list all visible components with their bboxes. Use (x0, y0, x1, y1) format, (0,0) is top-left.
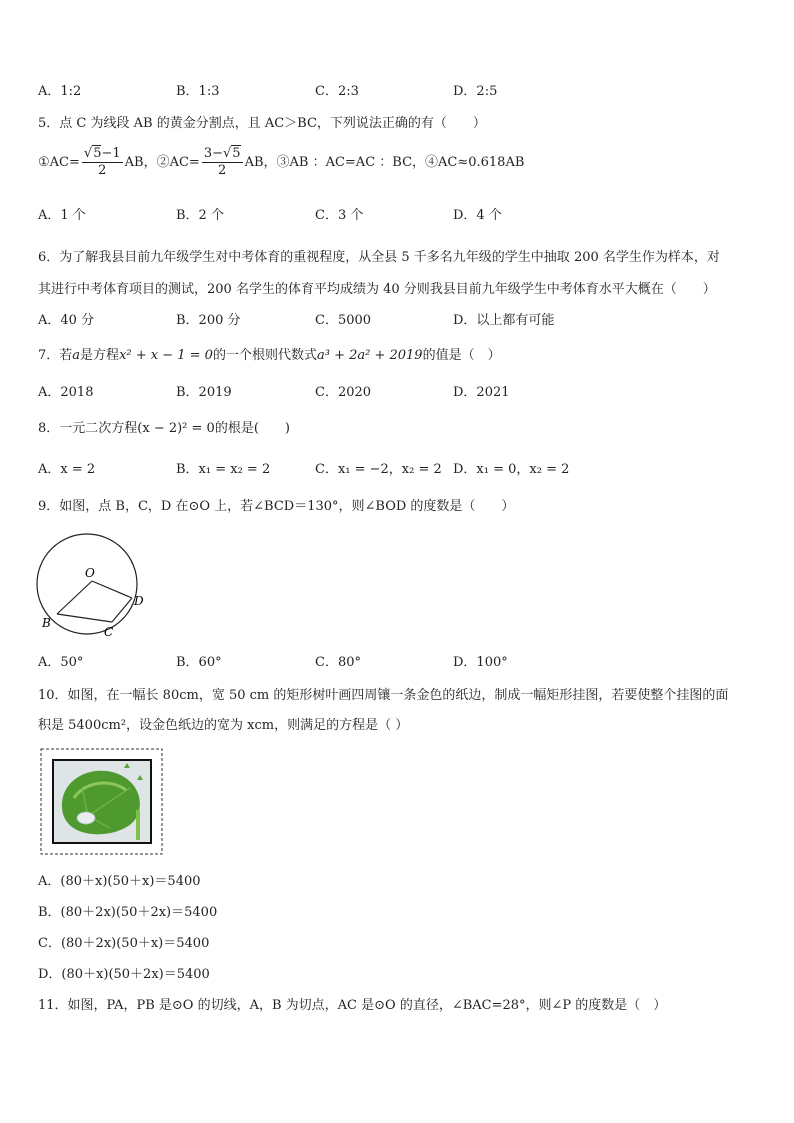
q5-s1-suffix: AB，②AC= (124, 155, 200, 170)
q4-option-a: A．1:2 (38, 84, 82, 99)
q9-segment-bc (57, 614, 112, 622)
q9-label-d: D (134, 594, 144, 608)
q10-option-a: A．(80＋x)(50＋x)＝5400 (38, 874, 201, 889)
q5-f1-radicand: 5 (93, 146, 102, 161)
q5-option-d: D．4 个 (453, 208, 502, 223)
q10-stem-line1: 10．如图，在一幅长 80cm，宽 50 cm 的矩形树叶画四周镶一条金色的纸边，制成一幅矩形挂图，若要使整个挂图的面 (38, 688, 729, 703)
q9-label-o: O (85, 566, 95, 580)
q9-segment-ob (57, 581, 92, 614)
q7-stem-d: 的值是（ ） (422, 348, 501, 363)
q5-f2-radicand: 5 (232, 146, 241, 161)
q5-fraction-2: $\frac{3-√5}{2}$ (203, 146, 241, 178)
q4-option-d: D．2:5 (453, 84, 498, 99)
q5-f2-den: 2 (218, 163, 227, 178)
q4-option-b: B．1:3 (176, 84, 220, 99)
q9-stem: 9．如图，点 B，C，D 在⊙O 上，若∠BCD＝130°，则∠BOD 的度数是（ ） (38, 499, 515, 514)
q10-leaf-stem (136, 810, 140, 840)
q6-stem-line1: 6．为了解我县目前九年级学生对中考体育的重视程度，从全县 5 千多名九年级的学生中抽取 200 名学生作为样本，对 (38, 250, 720, 265)
q5-f2-head: 3− (203, 146, 223, 161)
q10-leaf-picture (40, 748, 164, 856)
q10-stem-line2: 积是 5400cm²，设金色纸边的宽为 xcm，则满足的方程是（ ） (38, 718, 409, 733)
q11-stem: 11．如图，PA，PB 是⊙O 的切线，A，B 为切点，AC 是⊙O 的直径，∠BAC=28°，则∠P 的度数是（ ） (38, 998, 667, 1013)
q5-option-b: B．2 个 (176, 208, 224, 223)
q7-expression: a³ + 2a² + 2019 (316, 348, 423, 363)
q8-option-a: A．x = 2 (38, 462, 96, 477)
q9-segment-cd (112, 598, 132, 622)
q5-f1-tail: −1 (101, 146, 121, 161)
q7-stem (38, 348, 501, 364)
q7-stem-c: 的一个根则代数式 (212, 348, 317, 363)
q4-option-c: C．2:3 (315, 84, 359, 99)
q8-stem (38, 421, 290, 437)
q9-option-b: B．60° (176, 655, 222, 670)
q10-option-b: B．(80＋2x)(50＋2x)＝5400 (38, 905, 218, 920)
q6-option-d: D．以上都有可能 (453, 313, 555, 328)
q10-water-drop (77, 812, 95, 824)
q5-option-c: C．3 个 (315, 208, 364, 223)
q8-equation: (x − 2)² = 0 (137, 421, 215, 436)
q9-label-b: B (42, 616, 51, 630)
q5-fraction-1: $\frac{√5-1}{2}$ (83, 146, 121, 178)
q8-stem-a: 8．一元二次方程 (38, 421, 138, 436)
q9-option-a: A．50° (38, 655, 84, 670)
q5-s1-prefix: ①AC= (38, 155, 80, 170)
q7-option-b: B．2019 (176, 385, 232, 400)
q6-option-a: A．40 分 (38, 313, 95, 328)
q8-option-c: C．x₁ = −2，x₂ = 2 (315, 462, 442, 477)
q6-stem-line2: 其进行中考体育项目的测试，200 名学生的体育平均成绩为 40 分则我县目前九年级学生中考体育水平大概在（ ） (38, 282, 716, 297)
q5-option-a: A．1 个 (38, 208, 86, 223)
q7-stem-a: 7．若 (38, 348, 73, 363)
q5-stem: 5．点 C 为线段 AB 的黄金分割点，且 AC＞BC，下列说法正确的有（ ） (38, 116, 486, 131)
q7-option-c: C．2020 (315, 385, 372, 400)
q7-equation: x² + x − 1 = 0 (119, 348, 213, 363)
q8-option-b: B．x₁ = x₂ = 2 (176, 462, 271, 477)
q10-option-d: D．(80＋x)(50＋2x)＝5400 (38, 967, 210, 982)
q8-option-d: D．x₁ = 0，x₂ = 2 (453, 462, 570, 477)
q5-f1-den: 2 (98, 163, 107, 178)
q9-circle-figure (30, 528, 155, 643)
q9-segment-od (92, 581, 132, 598)
q7-option-a: A．2018 (38, 385, 94, 400)
q7-var: a (72, 348, 81, 363)
q9-option-d: D．100° (453, 655, 508, 670)
q10-option-c: C．(80＋2x)(50＋x)＝5400 (38, 936, 210, 951)
q7-stem-b: 是方程 (80, 348, 120, 363)
q6-option-c: C．5000 (315, 313, 372, 328)
q6-option-b: B．200 分 (176, 313, 241, 328)
q5-statements (38, 146, 524, 179)
q5-s2-suffix: AB，③AB ：AC=AC ：BC，④AC≈0.618AB (244, 155, 525, 170)
q7-option-d: D．2021 (453, 385, 510, 400)
q9-circle (37, 534, 137, 634)
q8-stem-b: 的根是( ) (214, 421, 290, 436)
q9-option-c: C．80° (315, 655, 361, 670)
q9-label-c: C (104, 625, 114, 639)
